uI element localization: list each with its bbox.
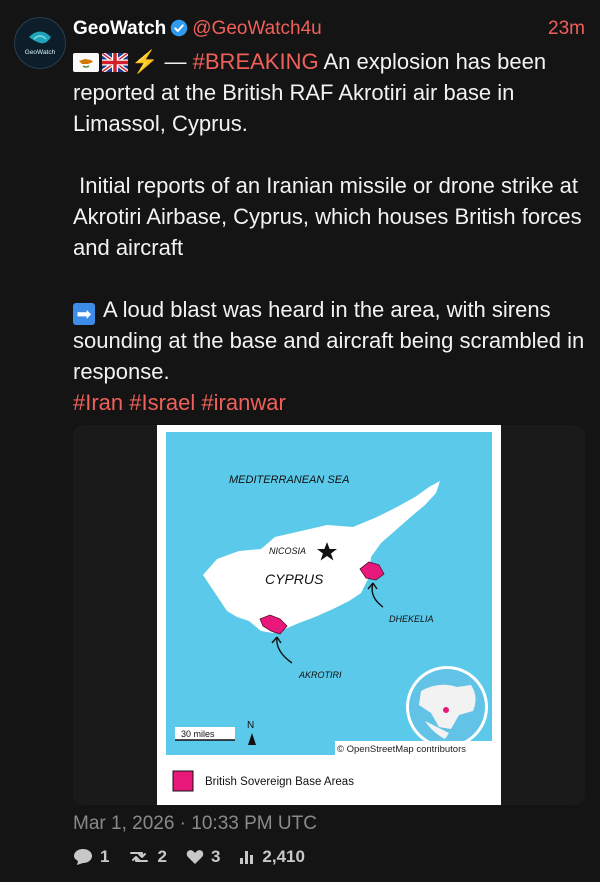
- retweet-count: 2: [157, 847, 167, 866]
- lightning-icon: ⚡: [131, 49, 159, 74]
- map-credit: © OpenStreetMap contributors: [337, 744, 466, 755]
- user-handle[interactable]: @GeoWatch4u: [192, 18, 322, 39]
- capital-label: NICOSIA: [269, 546, 307, 556]
- right-arrow-icon: ➡: [73, 303, 95, 325]
- tweet-text: [73, 46, 588, 418]
- country-label: CYPRUS: [265, 571, 324, 587]
- uk-flag-icon: [102, 53, 128, 72]
- paragraph-2: Initial reports of an Iranian missile or drone strike at Akrotiri Airbase, Cyprus, which houses British forces and aircraft: [73, 173, 588, 260]
- view-count: 2,410: [262, 847, 305, 866]
- comment-icon: [73, 848, 93, 866]
- hashtags[interactable]: #Iran #Israel #iranwar: [73, 390, 286, 415]
- reply-button[interactable]: [73, 845, 109, 869]
- post-time[interactable]: 23m: [548, 18, 585, 39]
- cyprus-map: [157, 425, 501, 805]
- engagement-stats: [73, 845, 324, 869]
- verified-badge-icon: [170, 19, 188, 37]
- paragraph-3: ➡ A loud blast was heard in the area, with sirens sounding at the base and aircraft being scrambled in response.: [73, 297, 585, 384]
- svg-text:GeoWatch: GeoWatch: [24, 49, 56, 56]
- like-button[interactable]: [186, 845, 220, 869]
- cyprus-flag-icon: [73, 53, 99, 72]
- north-label: N: [247, 720, 255, 731]
- paragraph-1: ⚡ — #BREAKING An explosion has been reported at the British RAF Akrotiri air base in Limassol, Cyprus.: [73, 49, 547, 136]
- retweet-icon: [128, 849, 150, 865]
- legend-swatch: [173, 771, 193, 791]
- like-count: 3: [210, 847, 221, 866]
- post-timestamp[interactable]: Mar 1, 2026 · 10:33 PM UTC: [73, 813, 317, 834]
- heart-icon: [186, 849, 204, 865]
- retweet-button[interactable]: [128, 845, 166, 869]
- map-image[interactable]: [157, 425, 501, 805]
- sea-label: MEDITERRANEAN SEA: [229, 474, 350, 486]
- user-name[interactable]: GeoWatch: [73, 18, 167, 39]
- views-stat[interactable]: [239, 845, 305, 869]
- bar-chart-icon: [239, 850, 255, 864]
- reply-count: 1: [100, 847, 110, 866]
- legend-label: British Sovereign Base Areas: [205, 776, 354, 788]
- scale-label: 30 miles: [181, 729, 215, 739]
- avatar[interactable]: [14, 17, 66, 69]
- dhekelia-label: DHEKELIA: [389, 614, 434, 624]
- globe-logo-icon: [15, 18, 65, 68]
- akrotiri-label: AKROTIRI: [299, 670, 342, 680]
- breaking-hashtag[interactable]: #BREAKING: [192, 49, 319, 74]
- tweet-header: [73, 17, 585, 41]
- media-container[interactable]: [73, 425, 585, 805]
